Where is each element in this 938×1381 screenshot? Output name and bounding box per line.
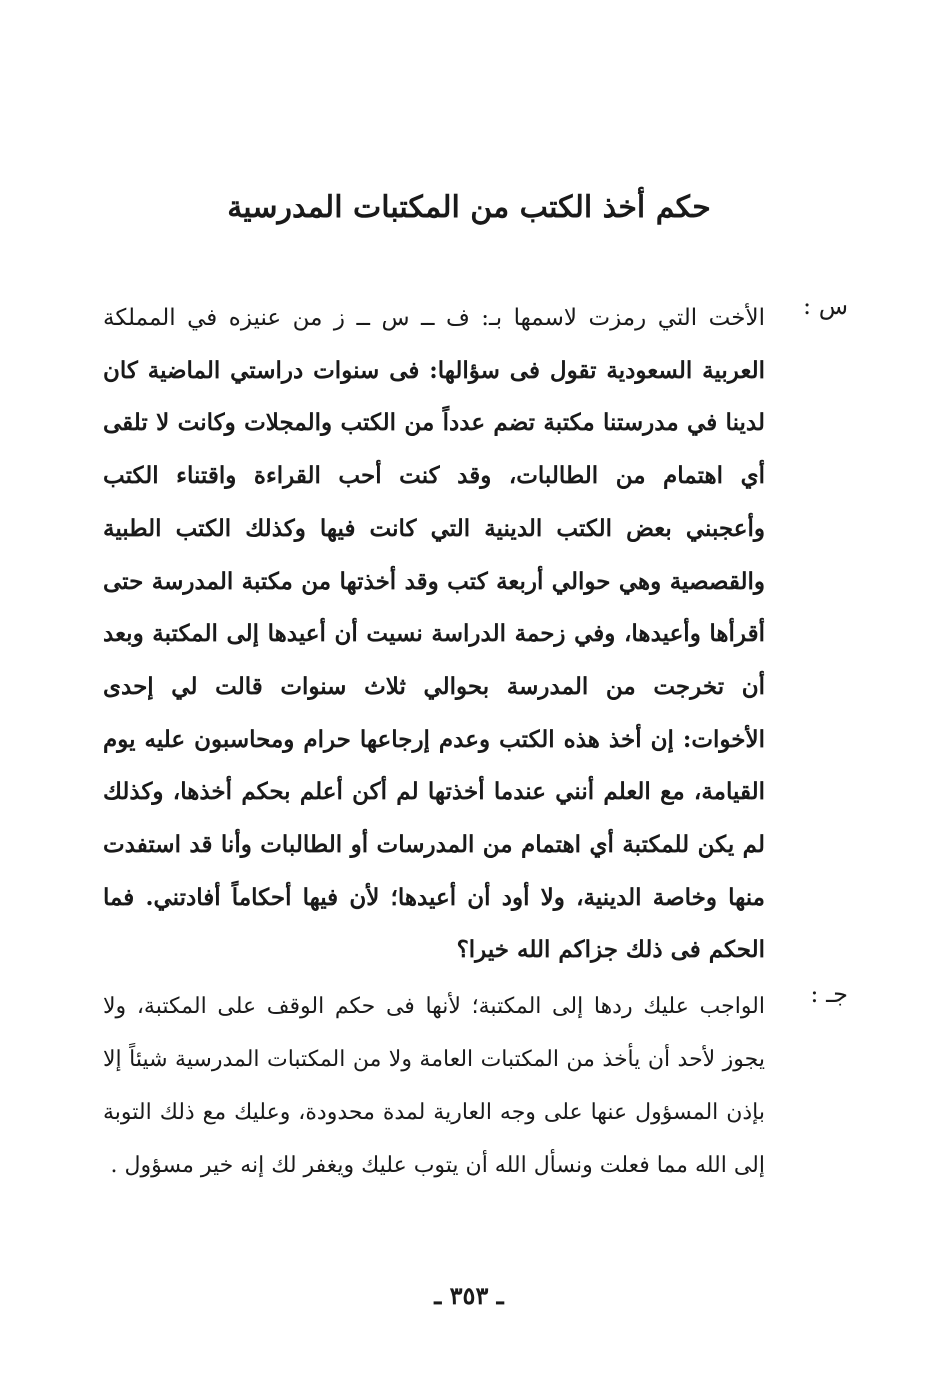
question-text: [103, 292, 765, 977]
question-intro: الأخت التي رمزت لاسمها بـ: ف ــ س ــ ز من عنيزه في المملكة: [103, 305, 765, 331]
question-body: العربية السعودية تقول فى سؤالها: فى سنوات دراستي الماضية كان لدينا في مدرستنا مكتبة تضم عدداً من الكتب والمجلات وكانت لا تلقى أي اهتمام من الطالبات، وقد كنت أحب القراءة واقتناء الكتب وأعجبني بعض الكتب الدينية التي كانت فيها وكذلك الكتب الطبية والقصصية وهي حوالي أربعة كتب وقد أخذتها من مكتبة المدرسة حتى أقرأها وأعيدها، وفي زحمة الدراسة نسيت أن أعيدها إلى المكتبة وبعد أن تخرجت من المدرسة بحوالي ثلاث سنوات قالت لي إحدى الأخوات: إن أخذ هذه الكتب وعدم إرجاعها حرام ومحاسبون عليه يوم القيامة، مع العلم أنني عندما أخذتها لم أكن أعلم بحكم أخذها، وكذلك لم يكن للمكتبة أي اهتمام من المدرسات أو الطالبات وأنا قد استفدت منها وخاصة الدينية، ولا أود أن أعيدها؛ لأن فيها أحكاماً أفادتني. فما الحكم فى ذلك جزاكم الله خيرا؟: [103, 356, 765, 964]
answer-marker: جـ :: [810, 980, 848, 1008]
page-number: ـ ٣٥٣ ـ: [434, 1281, 504, 1310]
answer-block: [103, 980, 848, 1192]
question-marker: س :: [802, 292, 848, 320]
page-title: حكم أخذ الكتب من المكتبات المدرسية: [227, 190, 711, 225]
answer-text: الواجب عليك ردها إلى المكتبة؛ لأنها فى حكم الوقف على المكتبة، ولا يجوز لأحد أن يأخذ من المكتبات العامة ولا من المكتبات المدرسية شيئاً إلا بإذن المسؤول عنها على وجه العارية لمدة محدودة، وعليك مع ذلك التوبة إلى الله مما فعلت ونسأل الله أن يتوب عليك ويغفر لك إنه خير مسؤول .: [103, 994, 765, 1178]
question-block: [103, 292, 848, 977]
